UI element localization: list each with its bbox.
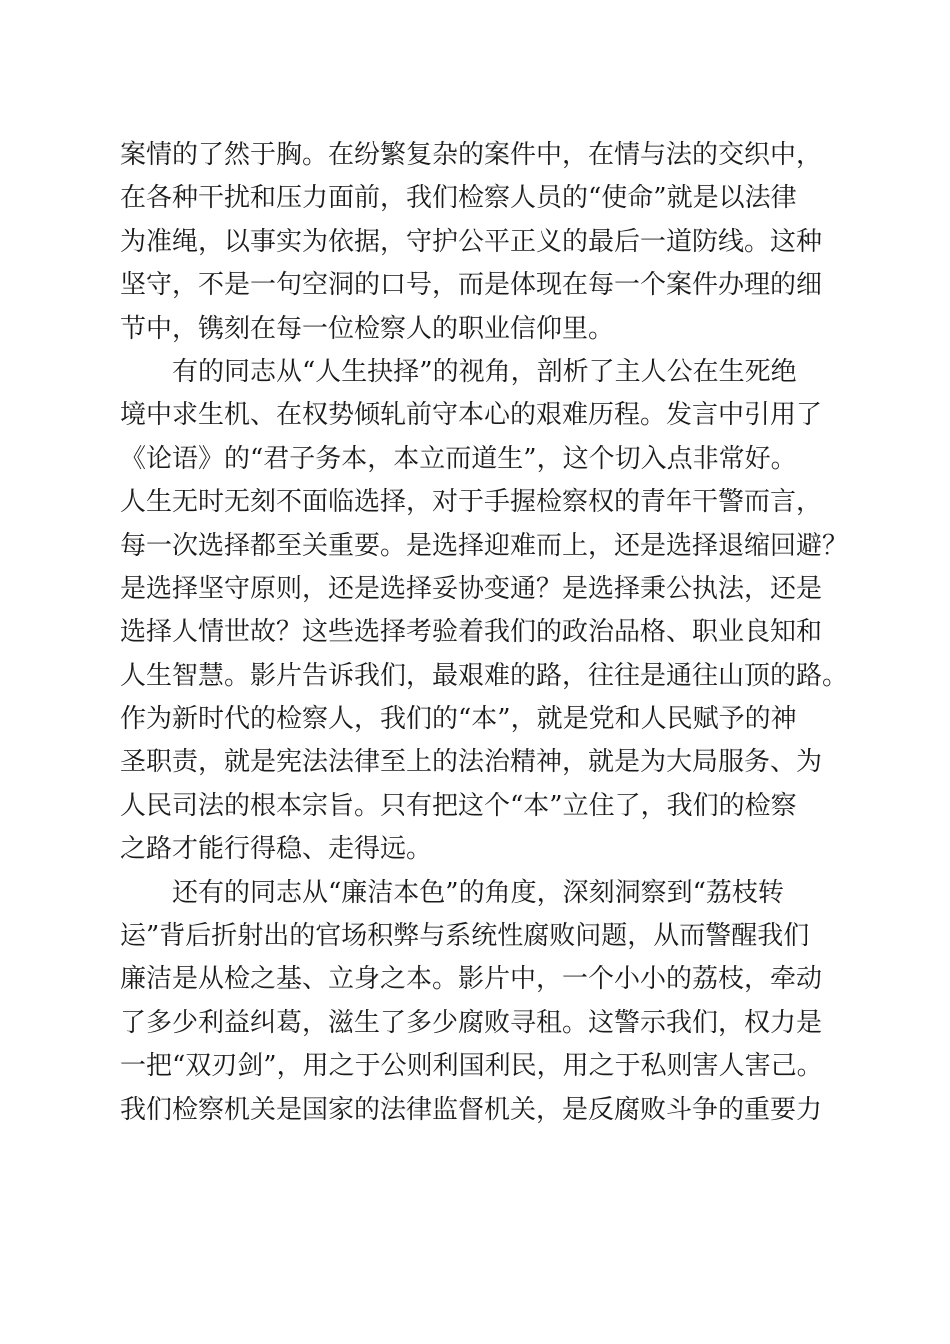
text-line: 人民司法的根本宗旨。只有把这个“本”立住了，我们的检察 (120, 790, 797, 821)
text-line: 人生智慧。影片告诉我们，最艰难的路，往往是通往山顶的路。 (120, 660, 849, 691)
text-line: 节中，镌刻在每一位检察人的职业信仰里。 (120, 313, 615, 344)
text-line: 在各种干扰和压力面前，我们检察人员的“使命”就是以法律 (120, 183, 797, 214)
text-line: 之路才能行得稳、走得远。 (120, 834, 433, 865)
text-line: 案情的了然于胸。在纷繁复杂的案件中，在情与法的交织中， (120, 140, 823, 170)
text-line: 人生无时无刻不面临选择，对于手握检察权的青年干警而言， (120, 487, 823, 518)
text-line: 廉洁是从检之基、立身之本。影片中，一个小小的荔枝，牵动 (120, 964, 823, 995)
text-line: 每一次选择都至关重要。是选择迎难而上，还是选择退缩回避？ (120, 530, 849, 561)
text-line: 是选择坚守原则，还是选择妥协变通？是选择秉公执法，还是 (120, 573, 823, 604)
text-line: 运”背后折射出的官场积弊与系统性腐败问题，从而警醒我们 (120, 921, 810, 952)
body-text (120, 134, 849, 1132)
text-line: 一把“双刃剑”，用之于公则利国利民，用之于私则害人害己。 (120, 1051, 823, 1082)
text-line: 坚守，不是一句空洞的口号，而是体现在每一个案件办理的细 (120, 270, 823, 301)
text-line: 《论语》的“君子务本，本立而道生”，这个切入点非常好。 (120, 443, 797, 474)
text-line: 境中求生机、在权势倾轧前守本心的艰难历程。发言中引用了 (120, 400, 823, 431)
text-line: 了多少利益纠葛，滋生了多少腐败寻租。这警示我们，权力是 (120, 1007, 823, 1038)
text-line: 为准绳，以事实为依据，守护公平正义的最后一道防线。这种 (120, 226, 823, 257)
paragraph-start-line: 还有的同志从“廉洁本色”的角度，深刻洞察到“荔枝转 (172, 877, 784, 908)
paragraph-start-line: 有的同志从“人生抉择”的视角，剖析了主人公在生死绝 (172, 356, 797, 387)
text-line: 选择人情世故？这些选择考验着我们的政治品格、职业良知和 (120, 617, 823, 648)
text-line: 圣职责，就是宪法法律至上的法治精神，就是为大局服务、为 (120, 747, 823, 778)
text-line: 作为新时代的检察人，我们的“本”，就是党和人民赋予的神 (120, 704, 797, 735)
text-line: 我们检察机关是国家的法律监督机关，是反腐败斗争的重要力 (120, 1094, 823, 1125)
